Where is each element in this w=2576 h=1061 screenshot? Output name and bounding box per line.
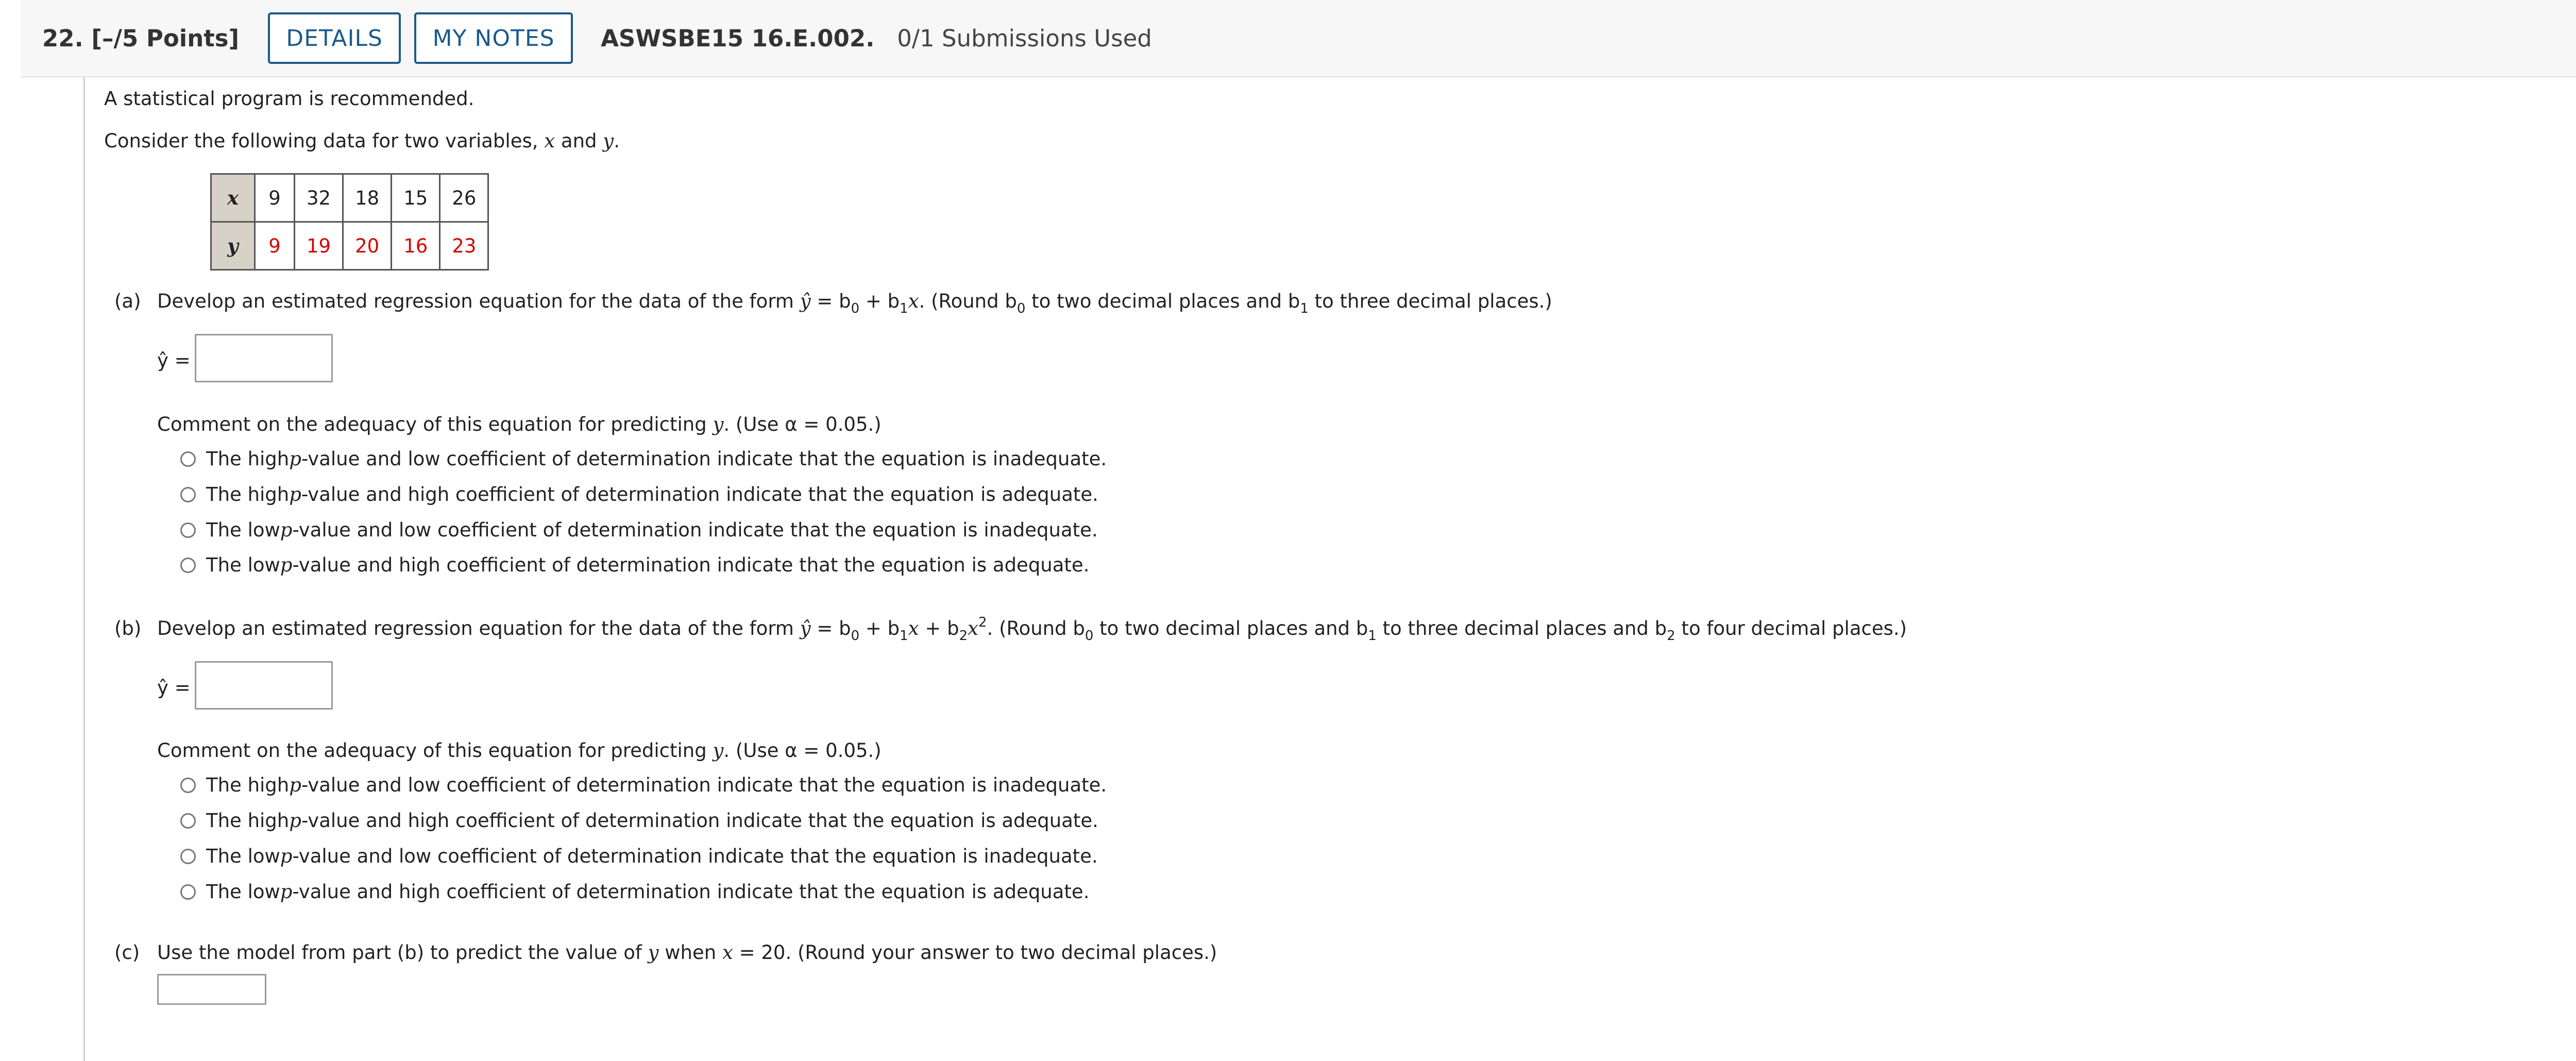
radio-button[interactable] [180, 884, 196, 900]
var-y: y [603, 130, 614, 152]
option-text: The low [206, 519, 280, 541]
part-a-comment [157, 413, 882, 435]
radio-button[interactable] [180, 558, 196, 573]
option-text: The low [206, 554, 280, 576]
x-header-cell: x [211, 174, 255, 222]
option-text: -value and high coefficient of determination indicate that the equation is adequate. [292, 881, 1090, 903]
part-b-option-3[interactable] [180, 845, 1098, 867]
round-text: to two decimal places and b [1093, 617, 1368, 639]
subscript-1: 1 [900, 628, 908, 644]
var-y: y [713, 739, 724, 762]
part-a-prompt [157, 290, 1552, 316]
part-c-answer-input[interactable] [157, 974, 266, 1005]
question-number [42, 25, 239, 52]
round-text: to four decimal places.) [1675, 617, 1907, 639]
part-b-prompt [157, 615, 1907, 644]
round-text: to three decimal places and b [1376, 617, 1667, 639]
round-text: to two decimal places and b [1025, 290, 1300, 312]
option-text: The high [206, 774, 290, 796]
eq-text: = b [810, 290, 851, 312]
yhat-symbol: ŷ [800, 290, 811, 312]
x-var: x [968, 617, 979, 639]
question-number-text: 22. [42, 24, 83, 52]
my-notes-button-label: MY NOTES [432, 25, 555, 52]
question-code: ASWSBE15 16.E.002. [601, 24, 875, 52]
p-var: p [289, 483, 301, 506]
comment-suffix: . (Use α = 0.05.) [723, 739, 882, 762]
option-text: -value and low coefficient of determination indicate that the equation is inadequate. [292, 845, 1098, 867]
option-text: -value and high coefficient of determination indicate that the equation is adequate. [292, 554, 1090, 576]
intro-line-1: A statistical program is recommended. [104, 88, 474, 110]
and-text: and [555, 130, 603, 152]
subscript-0: 0 [1016, 301, 1026, 316]
x-var: x [908, 617, 919, 639]
radio-button[interactable] [180, 778, 196, 793]
submissions-used: 0/1 Submissions Used [897, 24, 1152, 52]
table-row-y [211, 222, 488, 270]
comment-text: Comment on the adequacy of this equation for predicting [157, 413, 713, 435]
y-cell: 20 [343, 222, 392, 270]
y-cell: 16 [392, 222, 440, 270]
x-cell: 32 [295, 174, 343, 222]
plus-text: + b [859, 617, 900, 639]
round-text: = 20. (Round your answer to two decimal places.) [733, 941, 1217, 964]
var-y: y [648, 941, 659, 964]
eq-text: = b [810, 617, 851, 639]
part-a-answer-label: ŷ = [157, 349, 191, 372]
part-a-option-2[interactable] [180, 483, 1098, 506]
plus-text: + b [919, 617, 959, 639]
p-var: p [289, 774, 301, 796]
part-a-answer-input[interactable] [195, 334, 333, 382]
p-var: p [280, 554, 293, 576]
p-var: p [289, 810, 301, 832]
part-b-option-4[interactable] [180, 881, 1089, 903]
comment-text: Comment on the adequacy of this equation for predicting [157, 739, 713, 762]
part-c-label: (c) [114, 941, 140, 964]
subscript-0: 0 [851, 628, 860, 644]
radio-button[interactable] [180, 487, 196, 502]
subscript-0: 0 [851, 301, 860, 316]
data-table [210, 173, 489, 271]
subscript-1: 1 [900, 301, 908, 316]
subscript-2: 2 [1667, 628, 1675, 644]
part-b-prompt-text: Develop an estimated regression equation for the data of the form [157, 617, 800, 639]
details-button[interactable] [268, 12, 401, 64]
var-x: x [544, 130, 555, 152]
option-text: The high [206, 483, 290, 506]
part-b-comment [157, 739, 882, 762]
table-row-x [211, 174, 488, 222]
round-text: . (Round b [919, 290, 1017, 312]
question-header [21, 0, 2576, 77]
comment-suffix: . (Use α = 0.05.) [723, 413, 882, 435]
part-b-option-2[interactable] [180, 810, 1098, 832]
p-var: p [289, 448, 301, 470]
var-x: x [722, 941, 733, 964]
part-b-option-1[interactable] [180, 774, 1107, 796]
points-text: [–/5 Points] [91, 24, 240, 52]
p-var: p [280, 881, 293, 903]
my-notes-button[interactable] [414, 12, 573, 64]
x-cell: 26 [440, 174, 488, 222]
part-a-option-3[interactable] [180, 519, 1098, 541]
part-b-answer-label: ŷ = [157, 677, 191, 699]
y-header-cell: y [211, 222, 255, 270]
x-var: x [908, 290, 919, 312]
subscript-2: 2 [959, 628, 968, 644]
period: . [614, 130, 620, 152]
intro-text: Consider the following data for two variables, [104, 130, 545, 152]
option-text: -value and high coefficient of determination indicate that the equation is adequate. [301, 483, 1098, 506]
part-a-option-1[interactable] [180, 448, 1107, 470]
x-cell: 18 [343, 174, 392, 222]
option-text: The high [206, 810, 290, 832]
subscript-1: 1 [1368, 628, 1377, 644]
radio-button[interactable] [180, 451, 196, 467]
radio-button[interactable] [180, 813, 196, 829]
option-text: -value and high coefficient of determination indicate that the equation is adequate. [301, 810, 1098, 832]
x-cell: 9 [255, 174, 295, 222]
x-cell: 15 [392, 174, 440, 222]
radio-button[interactable] [180, 523, 196, 538]
part-b-answer-input[interactable] [195, 661, 333, 710]
part-c-prompt [157, 941, 1217, 964]
plus-text: + b [859, 290, 900, 312]
y-cell: 23 [440, 222, 488, 270]
subscript-0: 0 [1084, 628, 1094, 644]
option-text: -value and low coefficient of determination indicate that the equation is inadequate. [301, 774, 1107, 796]
option-text: The low [206, 845, 280, 867]
yhat-symbol: ŷ [800, 617, 811, 639]
var-y: y [713, 413, 724, 435]
round-text: to three decimal places.) [1308, 290, 1552, 312]
when-text: when [658, 941, 722, 964]
part-a-option-4[interactable] [180, 554, 1089, 576]
left-divider [83, 77, 85, 1061]
option-text: The high [206, 448, 290, 470]
y-cell: 9 [255, 222, 295, 270]
option-text: -value and low coefficient of determination indicate that the equation is inadequate. [292, 519, 1098, 541]
option-text: -value and low coefficient of determination indicate that the equation is inadequate. [301, 448, 1107, 470]
intro-line-2 [104, 130, 620, 152]
part-a-label: (a) [114, 290, 141, 312]
superscript-2: 2 [978, 615, 987, 630]
radio-button[interactable] [180, 849, 196, 864]
subscript-1: 1 [1300, 301, 1309, 316]
round-text: . (Round b [987, 617, 1085, 639]
p-var: p [280, 845, 293, 867]
p-var: p [280, 519, 293, 541]
part-a-prompt-text: Develop an estimated regression equation for the data of the form [157, 290, 800, 312]
part-c-prompt-text: Use the model from part (b) to predict the value of [157, 941, 648, 964]
details-button-label: DETAILS [286, 25, 383, 52]
part-b-label: (b) [114, 617, 142, 639]
y-cell: 19 [295, 222, 343, 270]
option-text: The low [206, 881, 280, 903]
